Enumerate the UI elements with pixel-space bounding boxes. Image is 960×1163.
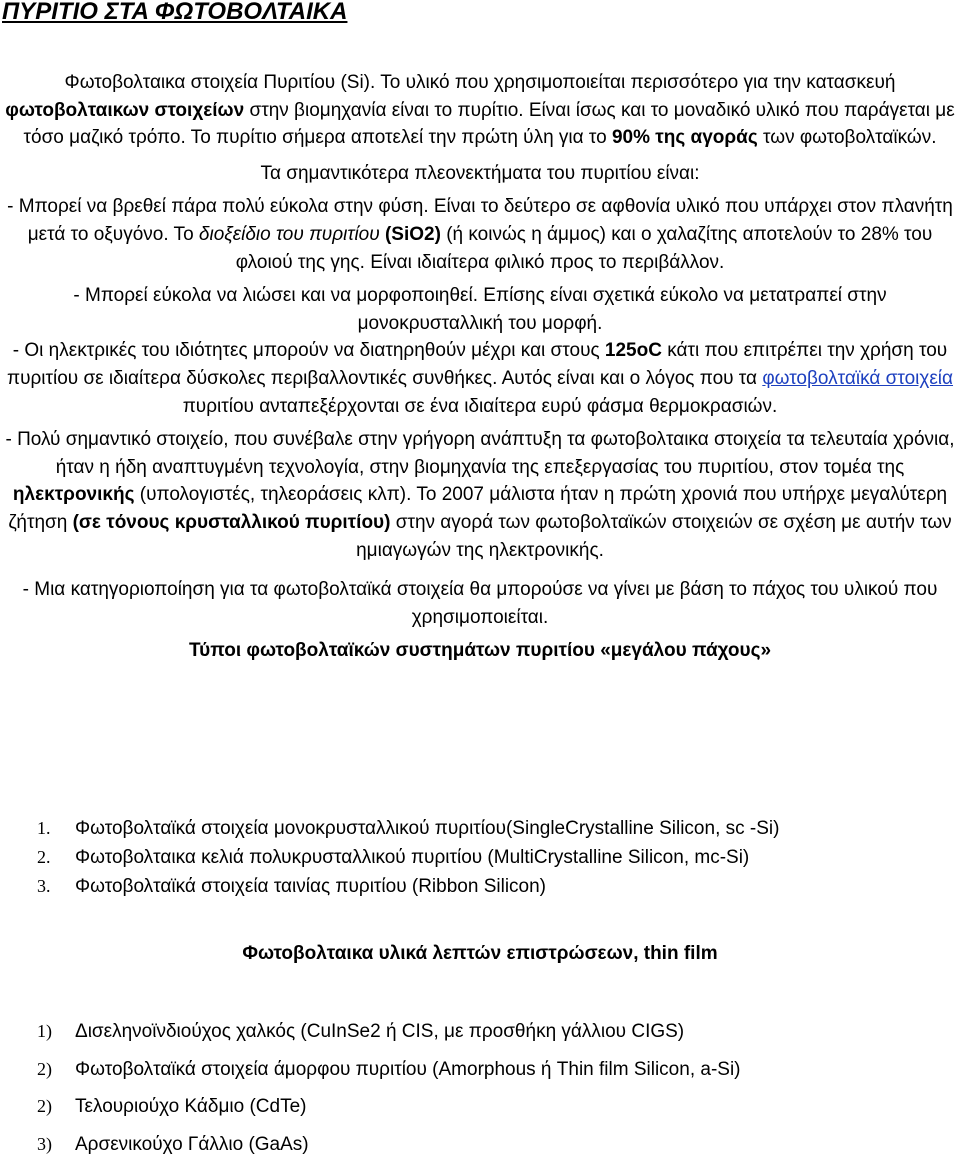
list-number: 2) [0,1088,75,1125]
adv1-italic: διοξείδιο του πυριτίου [199,224,380,245]
list-number: 1. [0,814,75,843]
list-item [0,872,779,901]
list-item-text: Αρσενικούχο Γάλλιο (GaAs) [75,1127,309,1163]
advantage-2: - Μπορεί εύκολα να λιώσει και να μορφοποιηθεί. Επίσης είναι σχετικά εύκολο να μετατραπεί στην μονοκρυσταλλική του μορφή. [0,282,960,337]
adv3-text-3: πυριτίου ανταπεξέρχονται σε ένα ιδιαίτερα ευρύ φάσμα θερμοκρασιών. [183,396,778,417]
thick-film-heading: Τύποι φωτοβολταϊκών συστημάτων πυριτίου «μεγάλου πάχους» [0,637,960,664]
adv1-bold: (SiO2) [385,224,441,245]
advantage-3 [0,337,960,420]
thin-film-heading: Φωτοβολταικα υλικά λεπτών επιστρώσεων, thin film [0,940,960,968]
list-item-text: Φωτοβολταϊκά στοιχεία άμορφου πυριτίου (Amorphous ή Thin film Silicon, a-Si) [75,1052,741,1089]
list-number: 3) [0,1126,75,1163]
list-number: 2. [0,843,75,872]
body-text [0,69,960,664]
advantage-5: - Μια κατηγοριοποίηση για τα φωτοβολταϊκά στοιχεία θα μπορούσε να γίνει με βάση το πάχος του υλικού που χρησιμοποιείται. [0,576,960,631]
page-title: ΠΥΡΙΤΙΟ ΣΤΑ ΦΩΤΟΒΟΛΤΑΙΚΑ [2,0,347,27]
intro-text-1: Φωτοβολταικα στοιχεία Πυριτίου (Si). Το υλικό που χρησιμοποιείται περισσότερο για την κατασκευή [65,72,896,93]
adv1-text-3: (ή κοινώς η άμμος) και ο χαλαζίτης αποτελούν το 28% του φλοιού της γης. Είναι ιδιαίτερα φιλικό προς το περιβάλλον. [236,224,933,273]
list-item [0,1088,741,1126]
list-number: 2) [0,1051,75,1088]
list-item [0,843,779,872]
adv1-text-1: - Μπορεί να βρεθεί πάρα πολύ εύκολα στην φύση. Είναι το δεύτερο σε αφθονία υλικό που υπάρχει στον πλανήτη μετά το οξυγόνο. Το [7,196,953,245]
list-item-text: Τελουριούχο Κάδμιο (CdTe) [75,1089,306,1126]
adv4-text-3: στην αγορά των φωτοβολταϊκών στοιχειών σε σχέση με αυτήν των ημιαγωγών της ηλεκτρονικής. [356,512,952,561]
list-item-text: Δισεληνοϊνδιούχος χαλκός (CuInSe2 ή CIS, με προσθήκη γάλλιου CIGS) [75,1014,684,1051]
adv4-text-2: (υπολογιστές, τηλεοράσεις κλπ). Το 2007 μάλιστα ήταν η πρώτη χρονιά που υπήρχε μεγαλύτερη ζήτηση [8,484,947,533]
adv3-bold: 125oC [605,340,662,361]
adv3-text-1: - Οι ηλεκτρικές του ιδιότητες μπορούν να διατηρηθούν μέχρι και στους [13,340,605,361]
intro-bold-2: 90% της αγοράς [612,127,758,148]
list-item [0,1013,741,1051]
list-item [0,1126,741,1163]
list-number: 3. [0,872,75,901]
intro-paragraph [0,69,960,152]
thick-film-list [0,814,779,901]
advantage-4 [0,426,960,564]
advantages-heading: Τα σημαντικότερα πλεονεκτήματα του πυριτίου είναι: [0,160,960,188]
adv4-bold-1: ηλεκτρονικής [13,484,135,505]
adv3-text-2: κάτι που επιτρέπει την χρήση του πυριτίου σε ιδιαίτερα δύσκολες περιβαλλοντικές συνθήκες. Αυτός είναι και ο λόγος που τα [7,340,947,389]
list-item [0,1051,741,1089]
list-number: 1) [0,1013,75,1050]
adv4-text-1: - Πολύ σημαντικό στοιχείο, που συνέβαλε στην γρήγορη ανάπτυξη τα φωτοβολταικα στοιχεία τα τελευταία χρόνια, ήταν η ήδη αναπτυγμένη τεχνολογία, στην βιομηχανία της επεξεργασίας του πυριτίου, στον τομέα της [5,429,954,478]
adv4-bold-2: (σε τόνους κρυσταλλικού πυριτίου) [73,512,391,533]
thin-film-list [0,1013,741,1163]
intro-bold-1: φωτοβολταικων στοιχείων [5,100,244,121]
list-item-text: Φωτοβολταϊκά στοιχεία ταινίας πυριτίου (Ribbon Silicon) [75,872,546,901]
intro-text-3: των φωτοβολταϊκών. [758,127,937,148]
list-item-text: Φωτοβολταικα κελιά πολυκρυσταλλικού πυριτίου (MultiCrystalline Silicon, mc-Si) [75,843,749,872]
advantage-1 [0,193,960,276]
intro-text-2: στην βιομηχανία είναι το πυρίτιο. Είναι ίσως και το μοναδικό υλικό που παράγεται με τόσο μαζικό τρόπο. Το πυρίτιο σήμερα αποτελεί την πρώτη ύλη για το [24,100,955,149]
list-item [0,814,779,843]
list-item-text: Φωτοβολταϊκά στοιχεία μονοκρυσταλλικού πυριτίου(SingleCrystalline Silicon, sc -Si) [75,814,779,843]
photovoltaic-elements-link[interactable]: φωτοβολταϊκά στοιχεία [762,368,953,389]
